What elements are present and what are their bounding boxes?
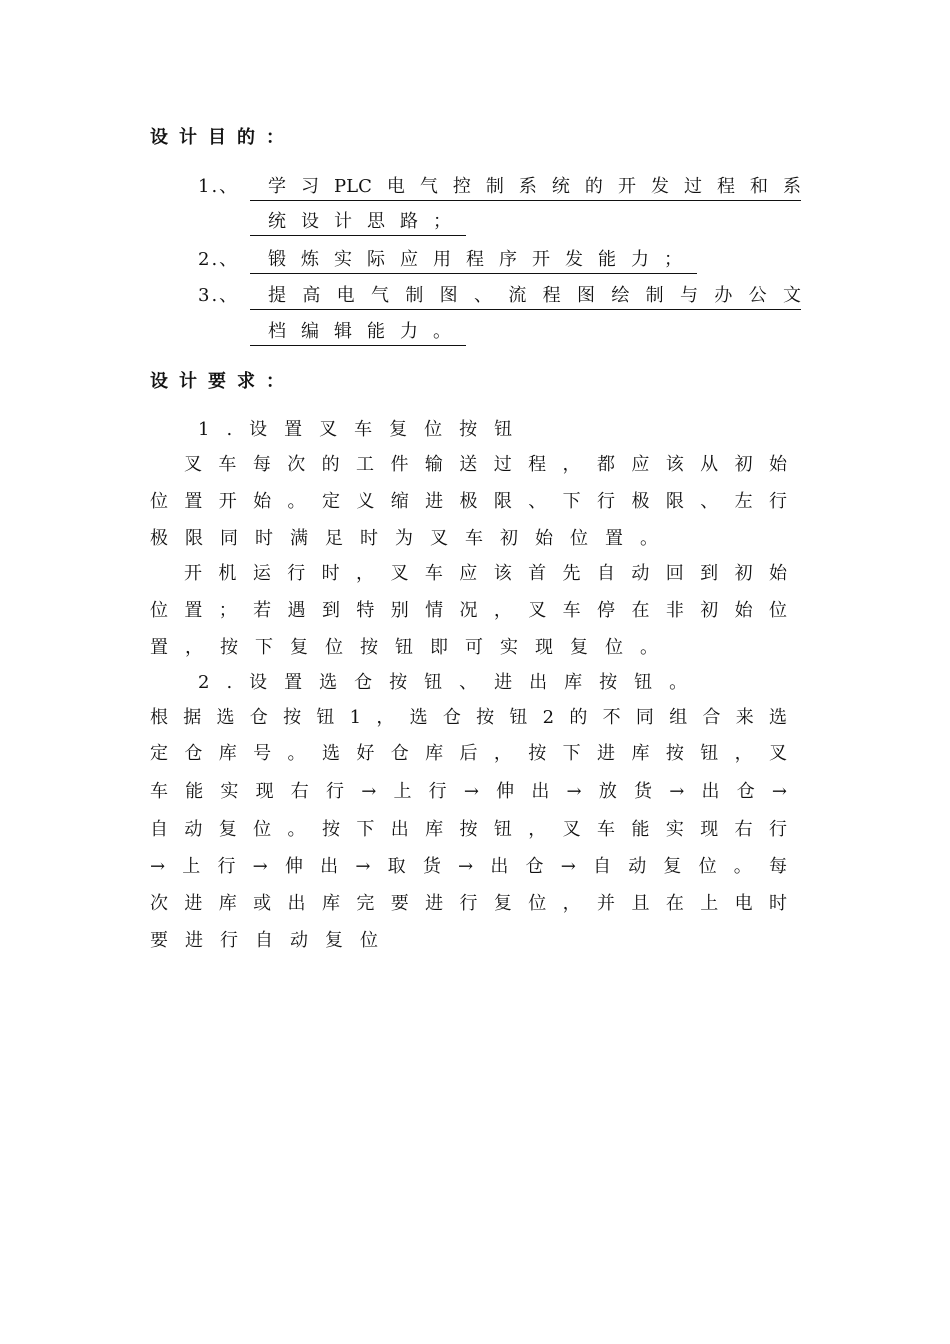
section-1-line-4: 开机运行时，叉车应该首先自动回到初始: [184, 563, 787, 584]
section-2-line-5: →上行→伸出→取货→出仓→自动复位。每: [150, 856, 787, 877]
objective-1-line-2: 统设计思路；: [250, 210, 466, 236]
section-1-line-2: 位置开始。定义缩进极限、下行极限、左行: [150, 491, 787, 512]
section-2-line-4: 自动复位。按下出库按钮，叉车能实现右行: [150, 819, 787, 840]
section-1-line-3: 极限同时满足时为叉车初始位置。: [150, 528, 675, 549]
section-2-line-7: 要进行自动复位: [150, 930, 395, 951]
section-1-line-1: 叉车每次的工件输送过程，都应该从初始: [184, 454, 787, 475]
objective-3-line-1: 提高电气制图、流程图绘制与办公文: [250, 284, 801, 310]
section-2-line-2: 定仓库号。选好仓库后，按下进库按钮，叉: [150, 743, 787, 764]
objective-2-line-1: 锻炼实际应用程序开发能力；: [250, 248, 697, 274]
objective-1-line-1: 学习PLC电气控制系统的开发过程和系: [250, 175, 801, 201]
section-2-title: 2.设置选仓按钮、进出库按钮。: [198, 672, 705, 693]
objective-number-3: 3.、: [198, 285, 240, 306]
requirements-heading: 设计要求：: [150, 371, 295, 392]
section-2-line-3: 车能实现右行→上行→伸出→放货→出仓→: [150, 781, 787, 802]
objective-number-1: 1.、: [198, 176, 240, 197]
section-2-line-6: 次进库或出库完要进行复位，并且在上电时: [150, 893, 787, 914]
section-1-title: 1.设置叉车复位按钮: [198, 419, 530, 440]
objectives-heading: 设计目的：: [150, 127, 295, 148]
objective-3-line-2: 档编辑能力。: [250, 320, 466, 346]
objective-number-2: 2.、: [198, 249, 240, 270]
section-1-line-5: 位置；若遇到特别情况，叉车停在非初始位: [150, 600, 787, 621]
section-2-line-1: 根据选仓按钮1，选仓按钮2的不同组合来选: [150, 707, 787, 728]
section-1-line-6: 置，按下复位按钮即可实现复位。: [150, 637, 675, 658]
